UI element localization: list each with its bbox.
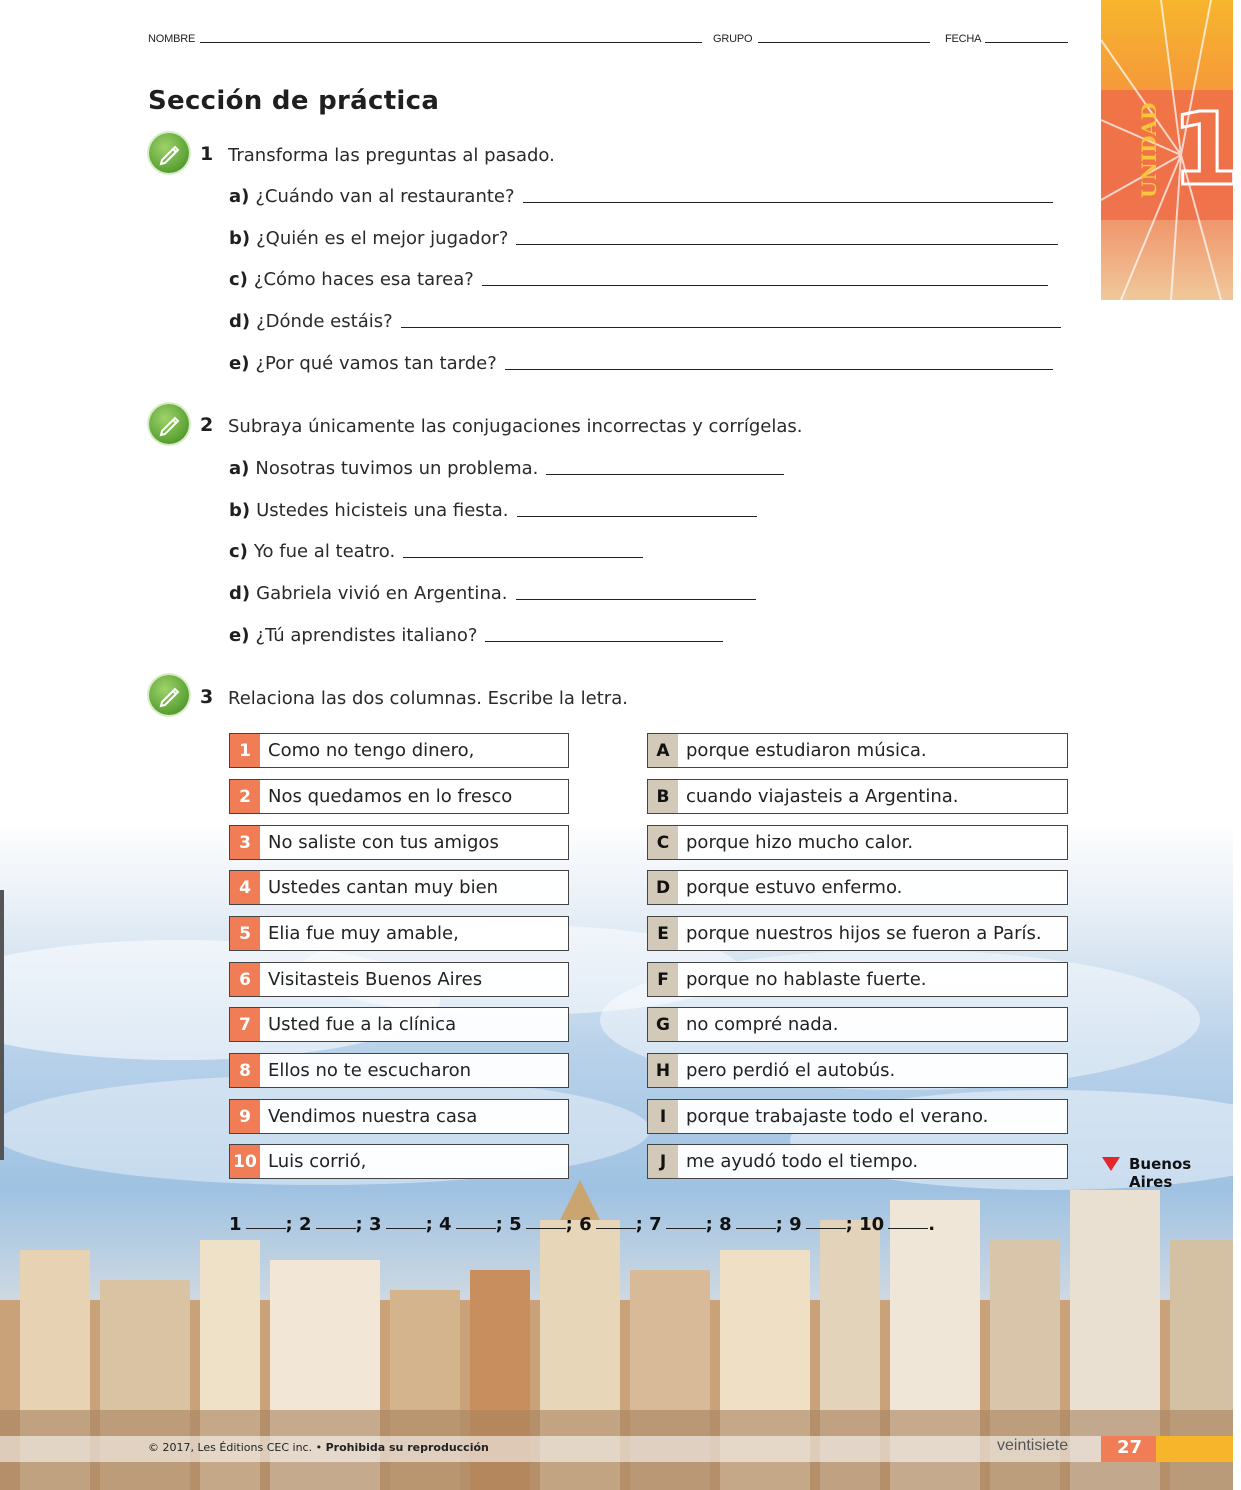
answer-end: .	[928, 1214, 936, 1235]
answer-separator: ;	[425, 1214, 433, 1235]
match-left-number: 2	[230, 780, 260, 813]
answer-line[interactable]	[505, 369, 1053, 370]
left-edge-strip	[0, 890, 4, 1160]
match-left-number: 7	[230, 1008, 260, 1041]
copyright-text: © 2017, Les Éditions CEC inc. •	[148, 1441, 323, 1454]
answer-number: 1	[229, 1214, 242, 1235]
item-letter: e)	[229, 625, 250, 646]
exercise-1-item	[229, 269, 1048, 290]
exercise-1-item	[229, 186, 1053, 207]
item-letter: b)	[229, 500, 251, 521]
unit-word: UNIDAD	[1137, 102, 1161, 198]
match-left-number: 4	[230, 871, 260, 904]
unit-number: 1	[1171, 91, 1241, 208]
exercise-1-item	[229, 311, 1061, 332]
match-right-item	[647, 1099, 1068, 1134]
fecha-line[interactable]	[985, 42, 1068, 43]
item-text: Gabriela vivió en Argentina.	[256, 583, 508, 604]
match-right-text: me ayudó todo el tiempo.	[686, 1151, 919, 1172]
grupo-label: GRUPO	[713, 33, 753, 45]
match-right-letter: I	[648, 1100, 678, 1133]
exercise-2-number: 2	[200, 414, 214, 436]
match-left-number: 3	[230, 826, 260, 859]
exercise-3-number: 3	[200, 686, 214, 708]
match-left-text: Luis corrió,	[268, 1151, 367, 1172]
grupo-line[interactable]	[758, 42, 930, 43]
match-right-text: porque no hablaste fuerte.	[686, 969, 927, 990]
item-text: ¿Quién es el mejor jugador?	[256, 228, 509, 249]
match-left-item	[229, 1144, 569, 1179]
nombre-line[interactable]	[200, 42, 702, 43]
match-left-number: 9	[230, 1100, 260, 1133]
match-left-item	[229, 733, 569, 768]
exercise-2-item	[229, 583, 756, 604]
answer-separator: ;	[565, 1214, 573, 1235]
unit-tab	[1101, 0, 1241, 300]
match-left-item	[229, 1099, 569, 1134]
match-left-text: Ellos no te escucharon	[268, 1060, 472, 1081]
nombre-label: NOMBRE	[148, 33, 196, 45]
match-right-item	[647, 916, 1068, 951]
match-right-letter: E	[648, 917, 678, 950]
match-right-text: porque estuvo enfermo.	[686, 877, 903, 898]
answer-blank[interactable]	[246, 1228, 286, 1229]
answer-line[interactable]	[403, 557, 643, 558]
match-left-number: 6	[230, 963, 260, 996]
item-letter: a)	[229, 186, 250, 207]
match-right-text: porque hizo mucho calor.	[686, 832, 914, 853]
answer-line[interactable]	[485, 641, 723, 642]
match-right-item	[647, 870, 1068, 905]
answer-blank[interactable]	[888, 1228, 928, 1229]
answer-separator: ;	[355, 1214, 363, 1235]
match-right-item	[647, 825, 1068, 860]
answer-number: 3	[369, 1214, 382, 1235]
match-left-number: 10	[230, 1145, 260, 1178]
answer-number: 2	[299, 1214, 312, 1235]
match-left-text: Elia fue muy amable,	[268, 923, 459, 944]
exercise-2-item	[229, 458, 784, 479]
match-right-item	[647, 1007, 1068, 1042]
item-text: Yo fue al teatro.	[253, 541, 396, 562]
match-right-letter: C	[648, 826, 678, 859]
match-left-item	[229, 1007, 569, 1042]
match-right-text: porque nuestros hijos se fueron a París.	[686, 923, 1042, 944]
exercise-2-instruction: Subraya únicamente las conjugaciones incorrectas y corrígelas.	[228, 416, 803, 437]
item-text: ¿Por qué vamos tan tarde?	[255, 353, 497, 374]
caption-line-2: Aires	[1129, 1173, 1173, 1191]
exercise-3-instruction: Relaciona las dos columnas. Escribe la letra.	[228, 688, 628, 709]
item-text: Nosotras tuvimos un problema.	[255, 458, 539, 479]
item-letter: c)	[229, 541, 248, 562]
answer-number: 8	[719, 1214, 732, 1235]
item-letter: d)	[229, 311, 251, 332]
match-right-letter: F	[648, 963, 678, 996]
match-right-letter: A	[648, 734, 678, 767]
match-left-item	[229, 870, 569, 905]
match-right-text: porque trabajaste todo el verano.	[686, 1106, 989, 1127]
answer-number: 5	[509, 1214, 522, 1235]
match-right-item	[647, 733, 1068, 768]
answer-blank[interactable]	[736, 1228, 776, 1229]
match-left-item	[229, 916, 569, 951]
match-right-text: porque estudiaron música.	[686, 740, 927, 761]
item-letter: d)	[229, 583, 251, 604]
answer-row	[229, 1214, 935, 1235]
item-letter: b)	[229, 228, 251, 249]
answer-line[interactable]	[482, 285, 1048, 286]
item-text: ¿Cómo haces esa tarea?	[253, 269, 474, 290]
section-title: Sección de práctica	[148, 86, 440, 116]
match-left-text: Como no tengo dinero,	[268, 740, 475, 761]
item-text: ¿Tú aprendistes italiano?	[255, 625, 478, 646]
caption-line-1: Buenos	[1129, 1155, 1192, 1173]
answer-line[interactable]	[546, 474, 784, 475]
match-left-number: 8	[230, 1054, 260, 1087]
match-left-item	[229, 779, 569, 814]
answer-blank[interactable]	[456, 1228, 496, 1229]
fecha-label: FECHA	[945, 33, 982, 45]
match-right-item	[647, 1053, 1068, 1088]
match-right-item	[647, 779, 1068, 814]
answer-number: 10	[859, 1214, 885, 1235]
pencil-icon	[149, 133, 189, 173]
answer-number: 7	[649, 1214, 662, 1235]
match-left-text: Ustedes cantan muy bien	[268, 877, 499, 898]
answer-blank[interactable]	[526, 1228, 566, 1229]
page-number: 27	[1117, 1437, 1143, 1458]
answer-separator: ;	[845, 1214, 853, 1235]
answer-separator: ;	[705, 1214, 713, 1235]
answer-number: 6	[579, 1214, 592, 1235]
item-text: ¿Dónde estáis?	[256, 311, 393, 332]
answer-line[interactable]	[517, 516, 757, 517]
match-right-text: cuando viajasteis a Argentina.	[686, 786, 959, 807]
answer-line[interactable]	[516, 244, 1058, 245]
answer-separator: ;	[285, 1214, 293, 1235]
exercise-2-item	[229, 541, 643, 562]
item-text: ¿Cuándo van al restaurante?	[255, 186, 515, 207]
match-left-item	[229, 962, 569, 997]
caption-triangle-icon	[1102, 1157, 1120, 1171]
exercise-1-item	[229, 353, 1053, 374]
exercise-1-instruction: Transforma las preguntas al pasado.	[228, 145, 555, 166]
answer-blank[interactable]	[666, 1228, 706, 1229]
match-left-number: 5	[230, 917, 260, 950]
answer-number: 4	[439, 1214, 452, 1235]
exercise-1-number: 1	[200, 143, 214, 165]
prohibited-text: Prohibida su reproducción	[325, 1441, 489, 1454]
exercise-2-item	[229, 625, 723, 646]
item-letter: c)	[229, 269, 248, 290]
match-left-item	[229, 825, 569, 860]
answer-number: 9	[789, 1214, 802, 1235]
match-left-text: Nos quedamos en lo fresco	[268, 786, 513, 807]
match-right-letter: J	[648, 1145, 678, 1178]
answer-separator: ;	[495, 1214, 503, 1235]
pencil-icon	[149, 404, 189, 444]
match-right-letter: H	[648, 1054, 678, 1087]
item-text: Ustedes hicisteis una fiesta.	[256, 500, 509, 521]
answer-blank[interactable]	[596, 1228, 636, 1229]
exercise-2-item	[229, 500, 757, 521]
answer-separator: ;	[635, 1214, 643, 1235]
item-letter: e)	[229, 353, 250, 374]
answer-line[interactable]	[523, 202, 1053, 203]
match-right-text: no compré nada.	[686, 1014, 839, 1035]
match-right-letter: B	[648, 780, 678, 813]
match-right-item	[647, 1144, 1068, 1179]
answer-line[interactable]	[516, 599, 756, 600]
match-left-text: Usted fue a la clínica	[268, 1014, 457, 1035]
page-number-strip	[1156, 1436, 1233, 1462]
match-left-text: Visitasteis Buenos Aires	[268, 969, 483, 990]
match-left-item	[229, 1053, 569, 1088]
answer-blank[interactable]	[806, 1228, 846, 1229]
match-right-letter: G	[648, 1008, 678, 1041]
match-right-letter: D	[648, 871, 678, 904]
answer-blank[interactable]	[386, 1228, 426, 1229]
exercise-1-item	[229, 228, 1058, 249]
match-right-text: pero perdió el autobús.	[686, 1060, 896, 1081]
copyright	[148, 1441, 489, 1454]
pencil-icon	[149, 675, 189, 715]
match-right-item	[647, 962, 1068, 997]
page-number-word: veintisiete	[997, 1437, 1069, 1454]
item-letter: a)	[229, 458, 250, 479]
answer-blank[interactable]	[316, 1228, 356, 1229]
match-left-text: No saliste con tus amigos	[268, 832, 499, 853]
match-left-text: Vendimos nuestra casa	[268, 1106, 478, 1127]
match-left-number: 1	[230, 734, 260, 767]
answer-line[interactable]	[401, 327, 1061, 328]
answer-separator: ;	[775, 1214, 783, 1235]
